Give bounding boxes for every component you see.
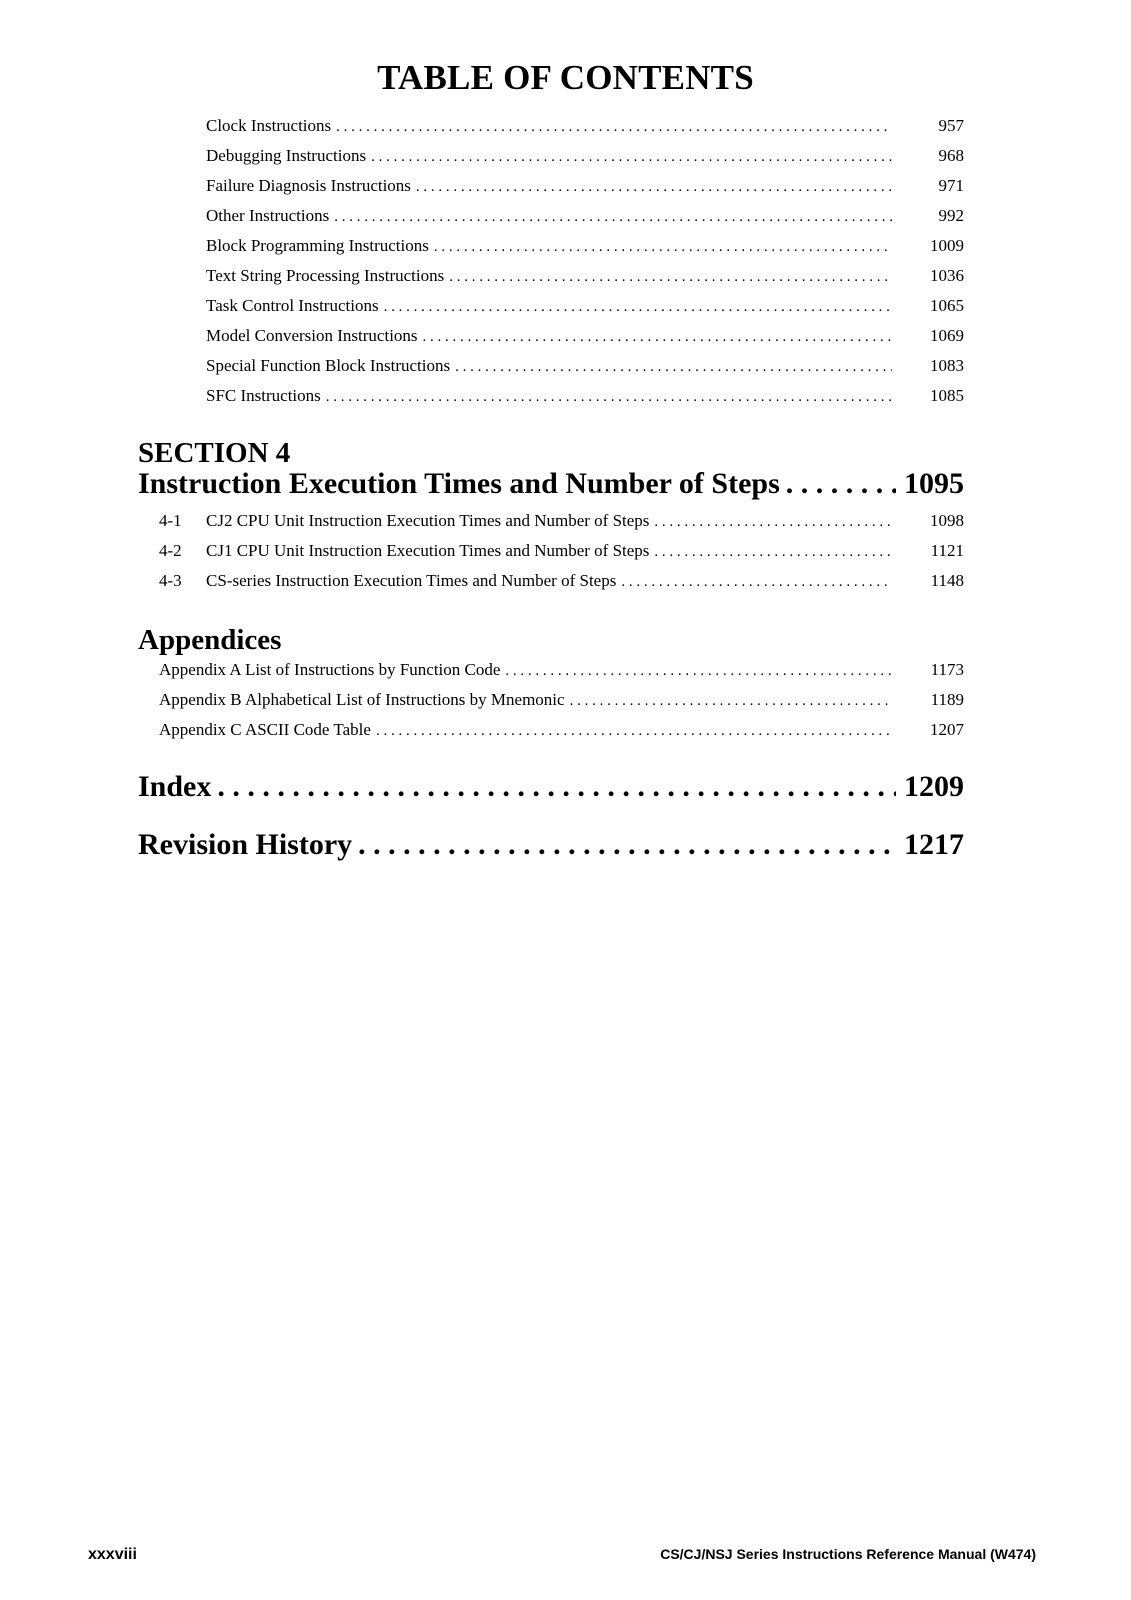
- footer-page-number: xxxviii: [88, 1546, 137, 1563]
- leader-dots: [621, 569, 892, 595]
- leader-dots: [654, 539, 892, 565]
- leader-dots: [570, 688, 892, 714]
- toc-entry-label: SFC Instructions: [206, 386, 321, 405]
- toc-entry-label: Clock Instructions: [206, 116, 332, 135]
- leader-dots: [217, 769, 896, 805]
- toc-entry[interactable]: [206, 323, 964, 349]
- leader-dots: [423, 324, 892, 350]
- toc-entry-page: 968: [938, 146, 964, 165]
- revision-history-label: Revision History: [138, 828, 353, 861]
- toc-entry-label: Failure Diagnosis Instructions: [206, 176, 411, 195]
- leader-dots: [384, 294, 892, 320]
- revision-history-page: 1217: [904, 828, 964, 861]
- toc-entry-page: 1121: [930, 541, 964, 560]
- toc-entry-page: 1098: [930, 511, 964, 530]
- toc-entry-label: CS-series Instruction Execution Times and Number of Steps: [206, 571, 617, 590]
- leader-dots: [371, 144, 892, 170]
- leader-dots: [326, 384, 892, 410]
- toc-entry[interactable]: [206, 263, 964, 289]
- toc-entry-label: Model Conversion Instructions: [206, 326, 418, 345]
- toc-entry-page: 1083: [930, 356, 964, 375]
- toc-entry-number: 4-1: [159, 511, 182, 530]
- toc-entry[interactable]: [159, 717, 964, 743]
- leader-dots: [336, 114, 892, 140]
- toc-entry-page: 1069: [930, 326, 964, 345]
- toc-entry[interactable]: [206, 233, 964, 259]
- toc-entry-page: 1036: [930, 266, 964, 285]
- toc-entry-label: Appendix C ASCII Code Table: [159, 720, 371, 739]
- toc-entry[interactable]: [159, 538, 964, 564]
- toc-entry[interactable]: [159, 568, 964, 594]
- section-page: 1095: [904, 467, 964, 500]
- toc-entry-page: 992: [938, 206, 964, 225]
- leader-dots: [434, 234, 892, 260]
- toc-entry-label: Appendix B Alphabetical List of Instructions by Mnemonic: [159, 690, 565, 709]
- toc-entry[interactable]: [206, 143, 964, 169]
- toc-entry[interactable]: [159, 508, 964, 534]
- leader-dots: [786, 466, 896, 502]
- toc-entry[interactable]: [206, 293, 964, 319]
- toc-entry-label: Other Instructions: [206, 206, 330, 225]
- toc-entry-page: 1085: [930, 386, 964, 405]
- leader-dots: [505, 658, 892, 684]
- toc-entry[interactable]: [159, 687, 964, 713]
- toc-entry-number: 4-2: [159, 541, 182, 560]
- toc-entry-page: 1148: [930, 571, 964, 590]
- toc-entry-label: Appendix A List of Instructions by Function Code: [159, 660, 501, 679]
- index-entry[interactable]: [138, 769, 964, 805]
- toc-entry-page: 957: [938, 116, 964, 135]
- toc-entry-page: 1189: [930, 690, 964, 709]
- toc-entry[interactable]: [206, 113, 964, 139]
- toc-entry-page: 1065: [930, 296, 964, 315]
- page-title: TABLE OF CONTENTS: [377, 58, 754, 97]
- section-title: Instruction Execution Times and Number of Steps: [138, 467, 780, 500]
- toc-entry[interactable]: [206, 383, 964, 409]
- section-title-entry[interactable]: [138, 466, 964, 502]
- index-page: 1209: [904, 770, 964, 803]
- toc-entry-label: Block Programming Instructions: [206, 236, 429, 255]
- toc-entry-page: 1207: [930, 720, 964, 739]
- toc-entry-label: Task Control Instructions: [206, 296, 379, 315]
- revision-history-entry[interactable]: [138, 827, 964, 863]
- toc-entry-label: CJ2 CPU Unit Instruction Execution Times and Number of Steps: [206, 511, 650, 530]
- toc-entry[interactable]: [206, 173, 964, 199]
- toc-entry-page: 1173: [930, 660, 964, 679]
- appendices-heading: Appendices: [138, 624, 282, 656]
- toc-entry-page: 971: [938, 176, 964, 195]
- leader-dots: [455, 354, 892, 380]
- leader-dots: [449, 264, 892, 290]
- toc-entry-label: Text String Processing Instructions: [206, 266, 445, 285]
- footer-manual-title: CS/CJ/NSJ Series Instructions Reference Manual (W474): [660, 1546, 1036, 1562]
- toc-entry-label: Special Function Block Instructions: [206, 356, 451, 375]
- leader-dots: [334, 204, 892, 230]
- toc-entry-number: 4-3: [159, 571, 182, 590]
- leader-dots: [376, 718, 892, 744]
- index-label: Index: [138, 770, 212, 803]
- toc-entry-label: CJ1 CPU Unit Instruction Execution Times and Number of Steps: [206, 541, 650, 560]
- leader-dots: [654, 509, 892, 535]
- toc-entry-label: Debugging Instructions: [206, 146, 367, 165]
- toc-entry-page: 1009: [930, 236, 964, 255]
- leader-dots: [358, 827, 896, 863]
- toc-entry[interactable]: [206, 203, 964, 229]
- toc-entry[interactable]: [159, 657, 964, 683]
- toc-entry[interactable]: [206, 353, 964, 379]
- leader-dots: [416, 174, 892, 200]
- section-label: SECTION 4: [138, 437, 291, 469]
